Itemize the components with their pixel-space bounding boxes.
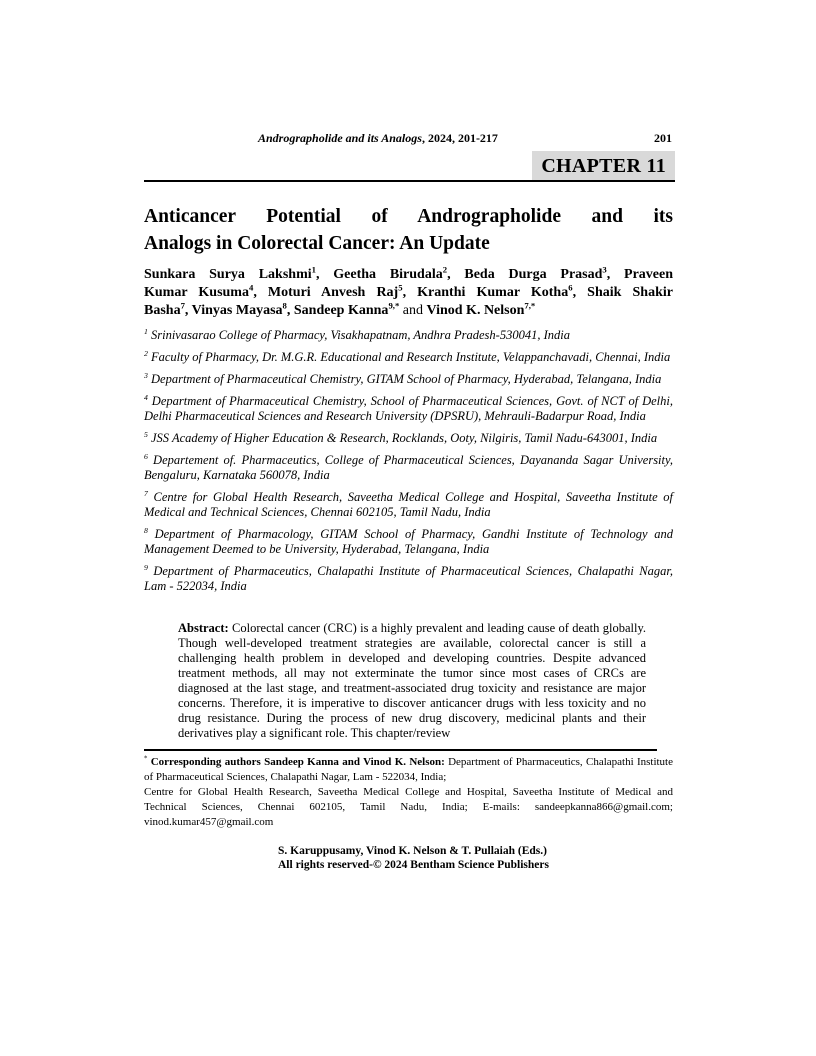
author-name: Kumar Kusuma xyxy=(144,285,249,300)
chapter-title xyxy=(144,203,673,257)
running-head-title xyxy=(258,131,498,146)
author-name: , Vinyas Mayasa xyxy=(184,303,283,318)
footnote-second-paragraph: Centre for Global Health Research, Saveetha Medical College and Hospital, Saveetha Institute of Medical and Technical Sciences, Chennai 602105, Tamil Nadu, India; E-mails: sandeepkanna866@gmail.com; vinod.kumar457@gmail.com xyxy=(144,786,673,828)
running-head xyxy=(144,131,673,148)
author-superscript: 2 xyxy=(442,264,448,275)
author-name: Sunkara Surya Lakshmi xyxy=(144,267,312,282)
page-content xyxy=(144,199,673,872)
abstract-text: Colorectal cancer (CRC) is a highly prevalent and leading cause of death globally. Though well-developed treatment strategies are available, colorectal cancer is still a challenging health problem in developed and developing countries. Despite advanced treatment methods, all may not exterminate the tumor since most cases of CRCs are diagnosed at the last stage, and treatment-associated drug toxicity and resistance are major concerns. Therefore, it is imperative to discover anticancer drugs with less toxicity and no drug resistance. During the process of new drug discovery, medicinal plants and their derivatives play a significant role. This chapter/review xyxy=(178,621,647,740)
page-number: 201 xyxy=(654,131,672,145)
author-name: Basha xyxy=(144,303,181,318)
abstract xyxy=(144,621,673,741)
author-name: , Beda Durga Prasad xyxy=(447,267,603,282)
book-title: Andrographolide and its Analogs xyxy=(258,131,422,145)
affiliation-superscript: 8 xyxy=(144,525,148,535)
chapter-title-line2: Analogs in Colorectal Cancer: An Update xyxy=(144,233,490,254)
affiliations-list xyxy=(144,328,673,594)
affiliation-superscript: 7 xyxy=(144,488,148,498)
author-superscript: 3 xyxy=(602,264,607,275)
footnote-marker: * xyxy=(144,755,148,763)
running-head-pages: , 2024, 201-217 xyxy=(421,131,498,145)
affiliation: $^5$ JSS Academy of Higher Education & Research, Rocklands, Ooty, Nilgiris, Tamil Nadu-643001, India xyxy=(144,429,658,445)
authors-line xyxy=(144,284,673,302)
chapter-banner-rule xyxy=(144,151,675,182)
affiliation: $^4$ Department of Pharmaceutical Chemistry, School of Pharmaceutical Sciences, Govt. of NCT of Delhi, Delhi Pharmaceutical Sciences and Research University (DPSRU), Mehrauli-Badarpur Road, India xyxy=(144,392,673,423)
abstract-label: Abstract: xyxy=(178,621,229,635)
affiliation: $^7$ Centre for Global Health Research, Saveetha Medical College and Hospital, Saveetha Institute of Medical and Technical Sciences, Chennai 602105, Tamil Nadu, India xyxy=(144,488,673,519)
affiliation-superscript: 6 xyxy=(144,451,148,461)
publisher-editors: S. Karuppusamy, Vinod K. Nelson & T. Pullaiah (Eds.) xyxy=(278,845,547,857)
affiliation: $^8$ Department of Pharmacology, GITAM School of Pharmacy, Gandhi Institute of Technology and Management Deemed to be University, Hyderabad, Telangana, India xyxy=(144,525,673,556)
author-name: and xyxy=(399,303,427,318)
affiliation-superscript: 1 xyxy=(144,326,148,336)
author-superscript: 9,* xyxy=(388,300,400,311)
author-name: , Praveen xyxy=(606,267,674,282)
authors-line xyxy=(144,266,673,284)
affiliation-superscript: 9 xyxy=(144,562,148,572)
affiliation-superscript: 3 xyxy=(144,370,148,380)
affiliation: $^9$ Department of Pharmaceutics, Chalapathi Institute of Pharmaceutical Sciences, Chalapathi Nagar, Lam - 522034, India xyxy=(144,562,673,593)
author-name: Vinod K. Nelson xyxy=(426,303,525,318)
footnote-block xyxy=(144,749,673,830)
footnote-separator xyxy=(144,749,657,751)
affiliation: $^2$ Faculty of Pharmacy, Dr. M.G.R. Educational and Research Institute, Velappanchavadi, Chennai, India xyxy=(144,348,671,364)
publisher-block xyxy=(278,844,673,872)
author-superscript: 7,* xyxy=(524,300,536,311)
chapter-title-line1: Anticancer Potential of Andrographolide and its xyxy=(144,206,673,227)
authors-line xyxy=(144,302,673,320)
chapter-banner: CHAPTER 11 xyxy=(532,151,675,180)
author-name: , Shaik Shakir xyxy=(572,285,673,300)
author-superscript: 1 xyxy=(311,264,316,275)
affiliation-superscript: 5 xyxy=(144,429,148,439)
affiliation-superscript: 4 xyxy=(144,392,148,402)
author-superscript: 4 xyxy=(248,282,254,293)
author-superscript: 5 xyxy=(398,282,403,293)
author-name: , Sandeep Kanna xyxy=(286,303,389,318)
corresponding-authors-note xyxy=(144,755,673,785)
author-superscript: 7 xyxy=(180,300,185,311)
footnote-bold-lead: Corresponding authors Sandeep Kanna and Vinod K. Nelson: xyxy=(150,756,445,768)
affiliation: $^6$ Departement of. Pharmaceutics, College of Pharmaceutical Sciences, Dayananda Sagar University, Bengaluru, Karnataka 560078, India xyxy=(144,451,673,482)
author-name: , Moturi Anvesh Raj xyxy=(253,285,399,300)
footnote-line1-rest: Department of Pharmaceutics, Chalapathi Institute of Pharmaceutical Sciences, Chalapathi Nagar, Lam - 522034, India; xyxy=(144,756,673,783)
author-name: , Kranthi Kumar Kotha xyxy=(402,285,569,300)
author-superscript: 6 xyxy=(568,282,573,293)
author-name: , Geetha Birudala xyxy=(315,267,443,282)
affiliation-superscript: 2 xyxy=(144,348,148,358)
publisher-rights: All rights reserved-© 2024 Bentham Science Publishers xyxy=(278,859,549,871)
affiliation: $^1$ Srinivasarao College of Pharmacy, Visakhapatnam, Andhra Pradesh-530041, India xyxy=(144,326,570,342)
authors-block xyxy=(144,266,673,320)
affiliation: $^3$ Department of Pharmaceutical Chemistry, GITAM School of Pharmacy, Hyderabad, Telangana, India xyxy=(144,370,662,386)
author-superscript: 8 xyxy=(282,300,287,311)
